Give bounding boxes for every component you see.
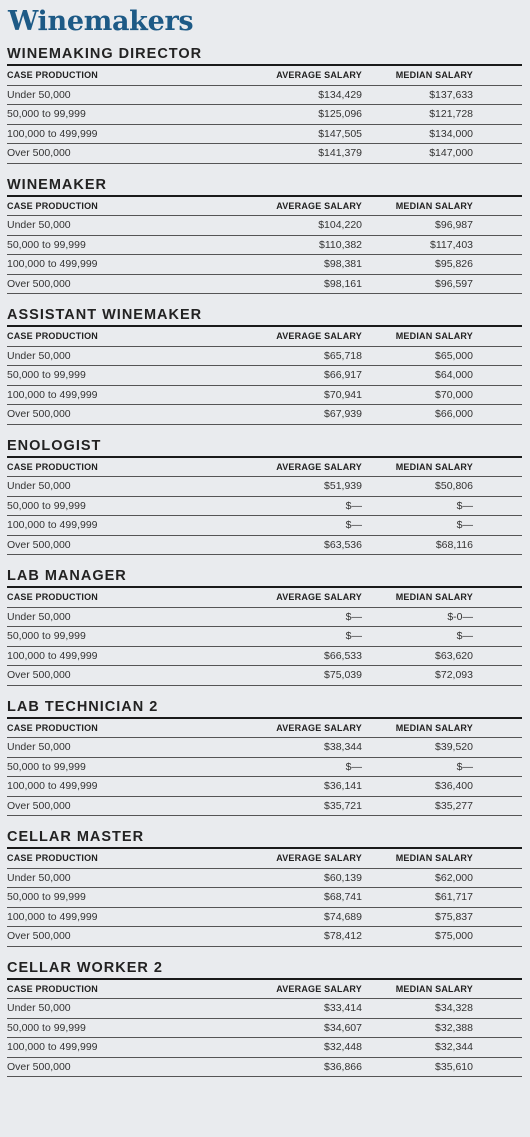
median-salary-cell: $— (456, 760, 473, 773)
case-production-cell: 100,000 to 499,999 (7, 780, 98, 792)
table-row (7, 125, 522, 145)
salary-table (7, 45, 522, 164)
table-row (7, 647, 522, 667)
salary-table (7, 828, 522, 947)
median-salary-cell: $35,610 (435, 1060, 473, 1073)
case-production-cell: 100,000 to 499,999 (7, 388, 98, 401)
case-production-cell: 100,000 to 499,999 (7, 649, 98, 662)
column-header: MEDIAN SALARY (395, 853, 473, 863)
salary-sections (7, 45, 522, 1077)
table-row (7, 105, 522, 125)
median-salary-cell: $117,403 (429, 238, 473, 251)
case-production-cell: 50,000 to 99,999 (7, 1021, 86, 1034)
average-salary-cell: $75,039 (324, 669, 362, 681)
average-salary-cell: $— (345, 499, 362, 512)
median-salary-cell: $75,000 (435, 930, 473, 942)
average-salary-cell: $74,689 (324, 910, 362, 923)
table-row (7, 144, 522, 164)
case-production-cell: 50,000 to 99,999 (7, 108, 86, 120)
median-salary-cell: $68,116 (435, 538, 473, 551)
average-salary-cell: $65,718 (324, 349, 362, 362)
table-row (7, 627, 522, 647)
case-production-cell: Under 50,000 (7, 219, 71, 231)
column-header: AVERAGE SALARY (276, 983, 362, 994)
average-salary-cell: $33,414 (324, 1002, 362, 1014)
column-header: CASE PRODUCTION (7, 461, 99, 472)
case-production-cell: 50,000 to 99,999 (7, 630, 86, 642)
column-header: CASE PRODUCTION (7, 331, 99, 341)
median-salary-cell: $137,633 (429, 88, 473, 101)
median-salary-cell: $65,000 (435, 349, 473, 362)
average-salary-cell: $51,939 (324, 480, 362, 492)
case-production-cell: 50,000 to 99,999 (7, 369, 86, 381)
table-row (7, 758, 522, 778)
table-row (7, 255, 522, 275)
average-salary-cell: $104,220 (318, 219, 362, 231)
case-production-cell: Under 50,000 (7, 741, 71, 753)
case-production-cell: 50,000 to 99,999 (7, 499, 86, 512)
case-production-cell: Over 500,000 (7, 277, 71, 290)
salary-table (7, 176, 522, 295)
average-salary-cell: $67,939 (324, 408, 362, 420)
table-row (7, 216, 522, 236)
case-production-cell: Over 500,000 (7, 147, 71, 159)
median-salary-cell: $50,806 (435, 480, 473, 492)
table-row (7, 516, 522, 536)
table-row (7, 908, 522, 928)
table-row (7, 347, 522, 367)
column-header: AVERAGE SALARY (276, 331, 362, 341)
case-production-cell: 100,000 to 499,999 (7, 910, 98, 923)
median-salary-cell: $72,093 (435, 669, 473, 681)
average-salary-cell: $66,917 (324, 369, 362, 381)
median-salary-cell: $96,987 (435, 219, 473, 231)
average-salary-cell: $— (345, 610, 362, 623)
average-salary-cell: $134,429 (318, 88, 362, 101)
average-salary-cell: $60,139 (324, 871, 362, 884)
average-salary-cell: $110,382 (318, 238, 362, 251)
median-salary-cell: $62,000 (435, 871, 473, 884)
average-salary-cell: $63,536 (324, 538, 362, 551)
average-salary-cell: $141,379 (318, 147, 362, 159)
average-salary-cell: $70,941 (324, 388, 362, 401)
median-salary-cell: $-0— (447, 610, 473, 623)
median-salary-cell: $134,000 (429, 127, 473, 140)
column-header: CASE PRODUCTION (7, 853, 99, 863)
case-production-cell: Under 50,000 (7, 610, 71, 623)
column-header: CASE PRODUCTION (7, 592, 99, 602)
case-production-cell: Under 50,000 (7, 1002, 71, 1014)
table-row (7, 999, 522, 1019)
column-header: MEDIAN SALARY (395, 461, 473, 472)
salary-table (7, 959, 522, 1078)
section-title: WINEMAKER (7, 176, 522, 197)
table-row (7, 1058, 522, 1078)
average-salary-cell: $— (345, 760, 362, 773)
column-header: CASE PRODUCTION (7, 200, 99, 211)
table-header-row (7, 588, 522, 608)
median-salary-cell: $34,328 (435, 1002, 473, 1014)
table-row (7, 497, 522, 517)
table-row (7, 869, 522, 889)
table-header-row (7, 719, 522, 739)
table-header-row (7, 980, 522, 1000)
column-header: CASE PRODUCTION (7, 983, 99, 994)
page-title: Winemakers (8, 6, 194, 37)
case-production-cell: Over 500,000 (7, 799, 71, 812)
case-production-cell: Under 50,000 (7, 349, 71, 362)
column-header: MEDIAN SALARY (395, 592, 473, 602)
table-header-row (7, 849, 522, 869)
table-row (7, 927, 522, 947)
average-salary-cell: $66,533 (324, 649, 362, 662)
average-salary-cell: $34,607 (324, 1021, 362, 1034)
table-header-row (7, 66, 522, 86)
average-salary-cell: $125,096 (318, 108, 362, 120)
median-salary-cell: $75,837 (435, 910, 473, 923)
table-row (7, 536, 522, 556)
case-production-cell: Over 500,000 (7, 408, 71, 420)
average-salary-cell: $68,741 (324, 891, 362, 903)
table-row (7, 608, 522, 628)
column-header: AVERAGE SALARY (276, 70, 362, 80)
median-salary-cell: $32,344 (435, 1041, 473, 1053)
average-salary-cell: $36,141 (324, 780, 362, 792)
column-header: MEDIAN SALARY (395, 983, 473, 994)
median-salary-cell: $61,717 (435, 891, 473, 903)
average-salary-cell: $— (345, 519, 362, 531)
median-salary-cell: $— (456, 499, 473, 512)
table-row (7, 405, 522, 425)
table-row (7, 888, 522, 908)
salary-table (7, 437, 522, 556)
table-row (7, 666, 522, 686)
column-header: AVERAGE SALARY (276, 853, 362, 863)
average-salary-cell: $98,161 (324, 277, 362, 290)
salary-table (7, 567, 522, 686)
case-production-cell: Under 50,000 (7, 480, 71, 492)
section-title: LAB TECHNICIAN 2 (7, 698, 522, 719)
table-row (7, 738, 522, 758)
median-salary-cell: $96,597 (435, 277, 473, 290)
median-salary-cell: $147,000 (429, 147, 473, 159)
median-salary-cell: $36,400 (435, 780, 473, 792)
median-salary-cell: $66,000 (435, 408, 473, 420)
case-production-cell: Under 50,000 (7, 871, 71, 884)
average-salary-cell: $— (345, 630, 362, 642)
column-header: MEDIAN SALARY (395, 70, 473, 80)
section-title: ENOLOGIST (7, 437, 522, 458)
median-salary-cell: $— (456, 630, 473, 642)
column-header: AVERAGE SALARY (276, 592, 362, 602)
median-salary-cell: $— (456, 519, 473, 531)
case-production-cell: 50,000 to 99,999 (7, 238, 86, 251)
table-header-row (7, 327, 522, 347)
table-row (7, 1038, 522, 1058)
salary-table (7, 306, 522, 425)
table-row (7, 477, 522, 497)
table-row (7, 86, 522, 106)
table-row (7, 366, 522, 386)
case-production-cell: 100,000 to 499,999 (7, 258, 98, 270)
column-header: MEDIAN SALARY (395, 331, 473, 341)
section-title: CELLAR WORKER 2 (7, 959, 522, 980)
median-salary-cell: $64,000 (435, 369, 473, 381)
case-production-cell: 100,000 to 499,999 (7, 519, 98, 531)
median-salary-cell: $39,520 (435, 741, 473, 753)
column-header: CASE PRODUCTION (7, 70, 99, 80)
salary-table (7, 698, 522, 817)
column-header: CASE PRODUCTION (7, 722, 99, 733)
case-production-cell: Over 500,000 (7, 1060, 71, 1073)
median-salary-cell: $121,728 (429, 108, 473, 120)
average-salary-cell: $36,866 (324, 1060, 362, 1073)
table-row (7, 1019, 522, 1039)
table-header-row (7, 197, 522, 217)
table-row (7, 797, 522, 817)
table-row (7, 275, 522, 295)
column-header: MEDIAN SALARY (395, 722, 473, 733)
median-salary-cell: $70,000 (435, 388, 473, 401)
section-title: WINEMAKING DIRECTOR (7, 45, 522, 66)
case-production-cell: Over 500,000 (7, 669, 71, 681)
average-salary-cell: $147,505 (318, 127, 362, 140)
section-title: ASSISTANT WINEMAKER (7, 306, 522, 327)
table-row (7, 777, 522, 797)
case-production-cell: 100,000 to 499,999 (7, 1041, 98, 1053)
case-production-cell: 100,000 to 499,999 (7, 127, 98, 140)
average-salary-cell: $38,344 (324, 741, 362, 753)
column-header: AVERAGE SALARY (276, 722, 362, 733)
column-header: AVERAGE SALARY (276, 461, 362, 472)
column-header: MEDIAN SALARY (395, 200, 473, 211)
average-salary-cell: $35,721 (324, 799, 362, 812)
median-salary-cell: $35,277 (435, 799, 473, 812)
average-salary-cell: $32,448 (324, 1041, 362, 1053)
case-production-cell: 50,000 to 99,999 (7, 891, 86, 903)
case-production-cell: Under 50,000 (7, 88, 71, 101)
case-production-cell: 50,000 to 99,999 (7, 760, 86, 773)
average-salary-cell: $78,412 (324, 930, 362, 942)
median-salary-cell: $63,620 (435, 649, 473, 662)
section-title: CELLAR MASTER (7, 828, 522, 849)
section-title: LAB MANAGER (7, 567, 522, 588)
average-salary-cell: $98,381 (324, 258, 362, 270)
median-salary-cell: $95,826 (435, 258, 473, 270)
column-header: AVERAGE SALARY (276, 200, 362, 211)
table-row (7, 236, 522, 256)
case-production-cell: Over 500,000 (7, 538, 71, 551)
table-header-row (7, 458, 522, 478)
table-row (7, 386, 522, 406)
median-salary-cell: $32,388 (435, 1021, 473, 1034)
case-production-cell: Over 500,000 (7, 930, 71, 942)
